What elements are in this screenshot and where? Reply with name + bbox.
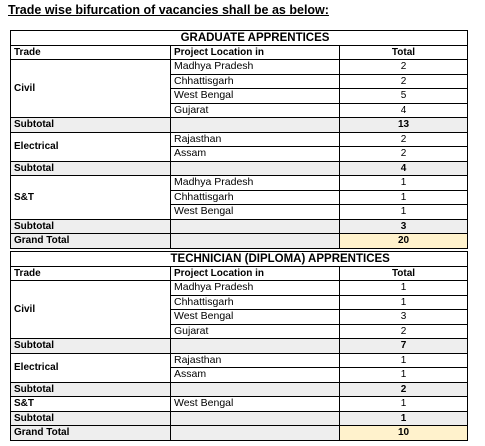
location-cell: Chhattisgarh bbox=[171, 295, 340, 310]
total-cell: 2 bbox=[340, 324, 468, 339]
total-cell: 2 bbox=[340, 147, 468, 162]
location-cell: Madhya Pradesh bbox=[171, 60, 340, 75]
table-row bbox=[11, 281, 468, 296]
subtotal-value: 1 bbox=[340, 411, 468, 426]
trade-cell: Civil bbox=[11, 281, 171, 339]
total-cell: 1 bbox=[340, 397, 468, 412]
subtotal-row bbox=[11, 118, 468, 133]
subtotal-row bbox=[11, 382, 468, 397]
table-title-row bbox=[11, 252, 468, 267]
subtotal-label: Subtotal bbox=[11, 411, 171, 426]
document-heading: Trade wise bifurcation of vacancies shall be as below: bbox=[8, 3, 329, 17]
total-header: Total bbox=[340, 45, 468, 60]
location-cell: Gujarat bbox=[171, 324, 340, 339]
table-title: GRADUATE APPRENTICES bbox=[171, 31, 340, 46]
grand-total-value: 10 bbox=[340, 426, 468, 441]
header-row bbox=[11, 266, 468, 281]
total-cell: 1 bbox=[340, 295, 468, 310]
total-cell: 1 bbox=[340, 353, 468, 368]
trade-header: Trade bbox=[11, 266, 171, 281]
location-cell: Assam bbox=[171, 147, 340, 162]
trade-cell: Electrical bbox=[11, 353, 171, 382]
trade-cell: S&T bbox=[11, 176, 171, 220]
subtotal-value: 7 bbox=[340, 339, 468, 354]
location-cell: West Bengal bbox=[171, 310, 340, 325]
header-row bbox=[11, 45, 468, 60]
trade-header: Trade bbox=[11, 45, 171, 60]
location-cell: Madhya Pradesh bbox=[171, 176, 340, 191]
table-row bbox=[11, 353, 468, 368]
subtotal-row bbox=[11, 219, 468, 234]
table-row bbox=[11, 60, 468, 75]
trade-cell: Electrical bbox=[11, 132, 171, 161]
table-row bbox=[11, 176, 468, 191]
subtotal-label: Subtotal bbox=[11, 219, 171, 234]
total-cell: 2 bbox=[340, 132, 468, 147]
location-cell: Chhattisgarh bbox=[171, 190, 340, 205]
subtotal-row bbox=[11, 161, 468, 176]
total-cell: 1 bbox=[340, 281, 468, 296]
total-cell: 1 bbox=[340, 368, 468, 383]
grand-total-row bbox=[11, 426, 468, 441]
location-cell: West Bengal bbox=[171, 89, 340, 104]
total-header: Total bbox=[340, 266, 468, 281]
location-cell: West Bengal bbox=[171, 205, 340, 220]
location-cell: Assam bbox=[171, 368, 340, 383]
location-cell: Gujarat bbox=[171, 103, 340, 118]
subtotal-row bbox=[11, 411, 468, 426]
subtotal-value: 13 bbox=[340, 118, 468, 133]
table-title-row bbox=[11, 31, 468, 46]
trade-cell: Civil bbox=[11, 60, 171, 118]
subtotal-row bbox=[11, 339, 468, 354]
total-cell: 1 bbox=[340, 176, 468, 191]
table-title: TECHNICIAN (DIPLOMA) APPRENTICES bbox=[170, 252, 390, 265]
total-cell: 2 bbox=[340, 74, 468, 89]
total-cell: 3 bbox=[340, 310, 468, 325]
total-cell: 5 bbox=[340, 89, 468, 104]
location-cell: Rajasthan bbox=[171, 353, 340, 368]
subtotal-value: 3 bbox=[340, 219, 468, 234]
total-cell: 4 bbox=[340, 103, 468, 118]
subtotal-label: Subtotal bbox=[11, 339, 171, 354]
grand-total-value: 20 bbox=[340, 234, 468, 249]
location-cell: Rajasthan bbox=[171, 132, 340, 147]
subtotal-value: 4 bbox=[340, 161, 468, 176]
location-cell: Madhya Pradesh bbox=[171, 281, 340, 296]
grand-total-label: Grand Total bbox=[11, 234, 171, 249]
table-row bbox=[11, 397, 468, 412]
location-header: Project Location in bbox=[171, 45, 340, 60]
grand-total-label: Grand Total bbox=[11, 426, 171, 441]
trade-cell: S&T bbox=[11, 397, 171, 412]
location-cell: West Bengal bbox=[171, 397, 340, 412]
subtotal-label: Subtotal bbox=[11, 118, 171, 133]
total-cell: 1 bbox=[340, 205, 468, 220]
technician-apprentices-table bbox=[10, 251, 468, 441]
total-cell: 1 bbox=[340, 190, 468, 205]
location-cell: Chhattisgarh bbox=[171, 74, 340, 89]
subtotal-value: 2 bbox=[340, 382, 468, 397]
grand-total-row bbox=[11, 234, 468, 249]
table-row bbox=[11, 132, 468, 147]
graduate-apprentices-table bbox=[10, 30, 468, 249]
total-cell: 2 bbox=[340, 60, 468, 75]
subtotal-label: Subtotal bbox=[11, 161, 171, 176]
subtotal-label: Subtotal bbox=[11, 382, 171, 397]
location-header: Project Location in bbox=[171, 266, 340, 281]
